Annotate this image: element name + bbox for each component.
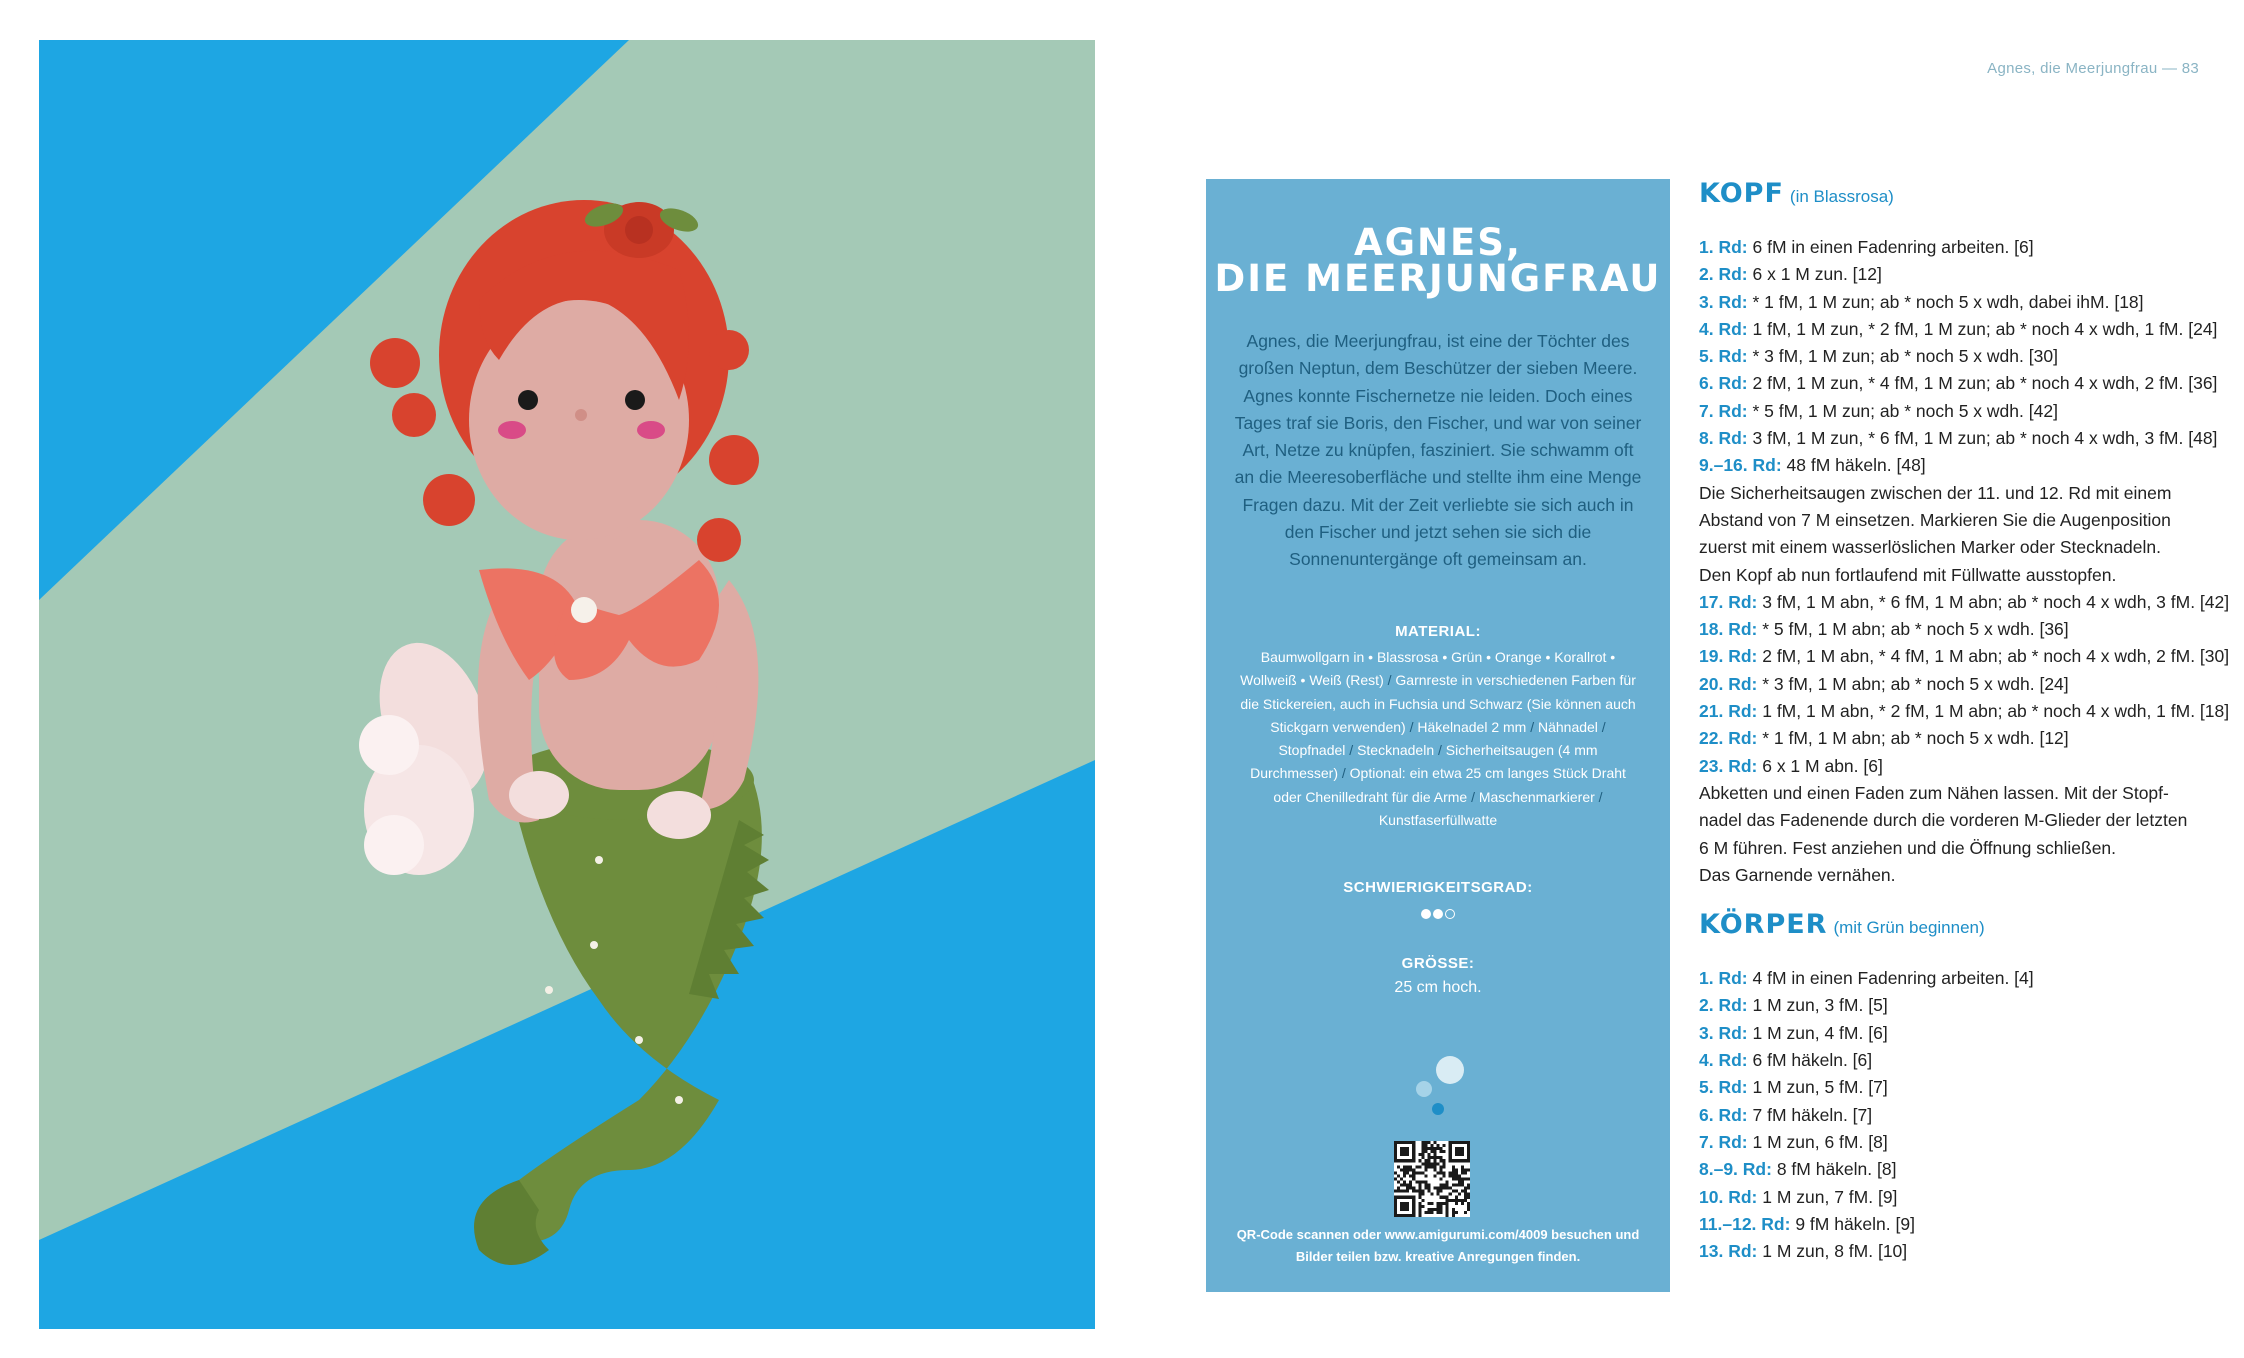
material-item: Kunstfaserfüllwatte <box>1378 812 1498 829</box>
instruction-line <box>1699 507 2219 534</box>
material-item: Stopfnadel <box>1278 742 1346 759</box>
instruction-line <box>1699 1184 2219 1211</box>
round-label: 20. Rd: <box>1699 673 1758 694</box>
round-text: 8 fM häkeln. [8] <box>1771 1159 1897 1180</box>
instruction-line <box>1699 698 2230 725</box>
instruction-line <box>1699 671 2219 698</box>
round-text: 4 fM in einen Fadenring arbeiten. [4] <box>1747 968 2034 989</box>
round-label: 18. Rd: <box>1699 619 1758 640</box>
round-label: 2. Rd: <box>1699 264 1748 285</box>
mermaid-photo <box>39 40 1095 1329</box>
instruction-line <box>1699 780 2219 807</box>
round-label: 1. Rd: <box>1699 237 1748 257</box>
round-text: 9 fM häkeln. [9] <box>1790 1213 1915 1234</box>
round-text: * 3 fM, 1 M abn; ab * noch 5 x wdh. [24] <box>1757 673 2069 694</box>
material-separator: / <box>1526 718 1538 735</box>
material-item: Baumwollgarn in • Blassrosa • Grün • Orange • Korallrot • Wollweiß • Weiß (Rest) <box>1240 649 1616 689</box>
instruction-line <box>1699 234 2219 261</box>
instruction-line <box>1699 1020 2219 1047</box>
title-line-2: DIE MEERJUNGFRAU <box>1214 257 1662 300</box>
instruction-line <box>1699 1047 2219 1074</box>
round-label: 4. Rd: <box>1699 1050 1748 1071</box>
instruction-line <box>1699 1156 2219 1183</box>
section-title: KOPF <box>1699 178 1784 209</box>
round-text: 1 M zun, 8 fM. [10] <box>1757 1241 1908 1262</box>
kopf-rounds <box>1699 234 2230 889</box>
round-text: 1 fM, 1 M abn, * 2 fM, 1 M abn; ab * noch 4 x wdh, 1 fM. [18] <box>1757 701 2230 722</box>
round-label: 8.–9. Rd: <box>1699 1159 1772 1180</box>
intro-text: Agnes, die Meerjungfrau, ist eine der Töchter des großen Neptun, dem Beschützer der sieben Meere. Agnes konnte Fischernetze nie leiden. Doch eines Tages traf sie Boris, den Fischer, und war von seiner Art, Netze zu knüpfen, fasziniert. Sie schwamm oft an die Meeresoberfläche und stellte ihm eine Menge Fragen dazu. Mit der Zeit verliebte sie sich auch in den Fischer und jetzt sehen sie sich die Sonnenuntergänge oft gemeinsam an. <box>1234 331 1642 570</box>
round-label: 13. Rd: <box>1699 1241 1758 1262</box>
round-text: 7 fM häkeln. [7] <box>1747 1104 1873 1125</box>
round-label: 17. Rd: <box>1699 591 1758 612</box>
round-label: 3. Rd: <box>1699 1022 1748 1043</box>
section-header-kopf <box>1699 178 2219 218</box>
round-label: 19. Rd: <box>1699 646 1758 667</box>
mermaid-illustration <box>39 40 1095 1329</box>
instruction-line <box>1699 534 2219 561</box>
instruction-line <box>1699 1211 2219 1238</box>
materials-list <box>1236 646 1640 832</box>
round-text: * 1 fM, 1 M abn; ab * noch 5 x wdh. [12] <box>1757 728 2069 749</box>
instruction-line <box>1699 452 2219 479</box>
round-label: 23. Rd: <box>1699 755 1758 776</box>
round-text: 3 fM, 1 M abn, * 6 fM, 1 M abn; ab * noch 4 x wdh, 3 fM. [42] <box>1757 591 2230 612</box>
title-line-1: AGNES, <box>1354 221 1522 264</box>
round-label: 22. Rd: <box>1699 728 1758 749</box>
material-separator: / <box>1434 742 1446 759</box>
material-item: Garnreste in verschiedenen Farben für die Stickereien, auch in Fuchsia und Schwarz (Sie können auch Stickgarn verwenden) <box>1240 672 1636 735</box>
material-separator: / <box>1467 788 1479 805</box>
instruction-line <box>1699 965 2219 992</box>
qr-text: QR-Code scannen oder www.amigurumi.com/4009 besuchen und Bilder teilen bzw. kreative Anregungen finden. <box>1236 1227 1640 1264</box>
instruction-line <box>1699 862 2219 889</box>
round-label: 7. Rd: <box>1699 400 1748 421</box>
instruction-line <box>1699 480 2219 507</box>
round-text: 6 fM häkeln. [6] <box>1747 1050 1873 1071</box>
instruction-line <box>1699 992 2219 1019</box>
bubbles-icon <box>1396 1055 1476 1135</box>
round-label: 3. Rd: <box>1699 291 1748 312</box>
instruction-line <box>1699 1238 2219 1265</box>
round-text: 6 fM in einen Fadenring arbeiten. [6] <box>1747 237 2034 257</box>
material-item: Nähnadel <box>1537 718 1598 735</box>
round-text: 48 fM häkeln. [48] <box>1781 455 1926 476</box>
instruction-line <box>1699 753 2219 780</box>
material-item: Optional: ein etwa 25 cm langes Stück Draht oder Chenilledraht für die Arme <box>1273 765 1626 805</box>
size-heading: GRÖSSE: <box>1401 955 1475 972</box>
material-item: Maschenmarkierer <box>1478 788 1595 805</box>
material-item: Sicherheitsaugen (4 mm Durchmesser) <box>1250 742 1598 782</box>
section-subtitle: (mit Grün beginnen) <box>1833 918 1985 938</box>
round-label: 8. Rd: <box>1699 428 1748 449</box>
round-text: 1 M zun, 6 fM. [8] <box>1747 1131 1888 1152</box>
instruction-line <box>1699 562 2219 589</box>
material-separator: / <box>1594 788 1603 805</box>
material-item: Häkelnadel 2 mm <box>1417 718 1527 735</box>
info-box <box>1206 179 1670 1292</box>
instruction-line <box>1699 343 2219 370</box>
instruction-line <box>1699 643 2230 670</box>
material-separator: / <box>1337 765 1350 782</box>
round-text: 1 M zun, 3 fM. [5] <box>1747 995 1888 1016</box>
round-text: 1 M zun, 4 fM. [6] <box>1747 1022 1888 1043</box>
round-text: Das Garnende vernähen. <box>1699 864 1896 885</box>
round-label: 6. Rd: <box>1699 1104 1748 1125</box>
instruction-line <box>1699 725 2219 752</box>
instruction-line <box>1699 370 2219 397</box>
instruction-line <box>1699 589 2230 616</box>
round-text: 6 M führen. Fest anziehen und die Öffnung schließen. <box>1699 837 2117 858</box>
round-text: 1 M zun, 7 fM. [9] <box>1757 1186 1898 1207</box>
round-label: 10. Rd: <box>1699 1186 1758 1207</box>
difficulty-dot <box>1433 909 1443 919</box>
difficulty-dot <box>1445 909 1455 919</box>
round-text: 2 fM, 1 M zun, * 4 fM, 1 M zun; ab * noch 4 x wdh, 2 fM. [36] <box>1747 373 2218 394</box>
koerper-rounds <box>1699 965 2219 1265</box>
round-label: 1. Rd: <box>1699 968 1748 989</box>
section-subtitle: (in Blassrosa) <box>1789 187 1894 206</box>
difficulty-heading: SCHWIERIGKEITSGRAD: <box>1343 879 1533 896</box>
round-text: Die Sicherheitsaugen zwischen der 11. und 12. Rd mit einem <box>1699 482 2172 503</box>
round-label: 21. Rd: <box>1699 701 1758 722</box>
round-text: * 3 fM, 1 M zun; ab * noch 5 x wdh. [30] <box>1747 346 2058 367</box>
instruction-line <box>1699 1129 2219 1156</box>
round-text: nadel das Fadenende durch die vorderen M-Glieder der letzten <box>1699 810 2188 831</box>
qr-code-icon[interactable] <box>1394 1141 1470 1217</box>
round-label: 7. Rd: <box>1699 1131 1748 1152</box>
difficulty-rating <box>1206 906 1670 920</box>
round-text: 6 x 1 M abn. [6] <box>1757 755 1883 776</box>
round-text: zuerst mit einem wasserlöslichen Marker oder Stecknadeln. <box>1699 537 2161 558</box>
running-header: Agnes, die Meerjungfrau — 83 <box>1987 60 2199 77</box>
round-text: 2 fM, 1 M abn, * 4 fM, 1 M abn; ab * noch 4 x wdh, 2 fM. [30] <box>1757 646 2230 667</box>
instruction-line <box>1699 807 2219 834</box>
material-item: Stecknadeln <box>1357 742 1435 759</box>
round-text: 3 fM, 1 M zun, * 6 fM, 1 M zun; ab * noch 4 x wdh, 3 fM. [48] <box>1747 428 2218 449</box>
instruction-line <box>1699 425 2219 452</box>
instruction-line <box>1699 1074 2219 1101</box>
round-label: 6. Rd: <box>1699 373 1748 394</box>
round-text: Abketten und einen Faden zum Nähen lassen. Mit der Stopf- <box>1699 782 2169 803</box>
round-label: 9.–16. Rd: <box>1699 455 1782 476</box>
material-heading: MATERIAL: <box>1395 623 1481 640</box>
size-value: 25 cm hoch. <box>1394 979 1482 996</box>
instruction-line <box>1699 835 2219 862</box>
instruction-line <box>1699 398 2219 425</box>
round-text: 6 x 1 M zun. [12] <box>1747 264 1882 285</box>
difficulty-dot <box>1421 909 1431 919</box>
round-text: * 1 fM, 1 M zun; ab * noch 5 x wdh, dabei ihM. [18] <box>1747 291 2144 312</box>
material-separator: / <box>1345 742 1358 759</box>
round-text: 1 fM, 1 M zun, * 2 fM, 1 M zun; ab * noch 4 x wdh, 1 fM. [24] <box>1747 318 2218 339</box>
round-text: Den Kopf ab nun fortlaufend mit Füllwatte ausstopfen. <box>1699 564 2117 585</box>
instruction-line <box>1699 316 2219 343</box>
round-label: 11.–12. Rd: <box>1699 1213 1791 1234</box>
material-separator: / <box>1383 672 1396 689</box>
instruction-line <box>1699 289 2219 316</box>
round-label: 4. Rd: <box>1699 318 1748 339</box>
instruction-line <box>1699 616 2219 643</box>
round-text: 1 M zun, 5 fM. [7] <box>1747 1077 1888 1098</box>
round-label: 2. Rd: <box>1699 995 1748 1016</box>
round-label: 5. Rd: <box>1699 1077 1748 1098</box>
round-text: Abstand von 7 M einsetzen. Markieren Sie die Augenposition <box>1699 509 2171 530</box>
material-separator: / <box>1597 718 1606 735</box>
instruction-line <box>1699 261 2219 288</box>
instructions <box>1699 178 2230 1265</box>
section-title: KÖRPER <box>1699 909 1828 941</box>
round-text: * 5 fM, 1 M abn; ab * noch 5 x wdh. [36] <box>1757 619 2069 640</box>
round-text: * 5 fM, 1 M zun; ab * noch 5 x wdh. [42] <box>1747 400 2058 421</box>
section-header-koerper <box>1699 909 2219 949</box>
instruction-line <box>1699 1102 2219 1129</box>
material-separator: / <box>1405 718 1418 735</box>
round-label: 5. Rd: <box>1699 346 1748 367</box>
